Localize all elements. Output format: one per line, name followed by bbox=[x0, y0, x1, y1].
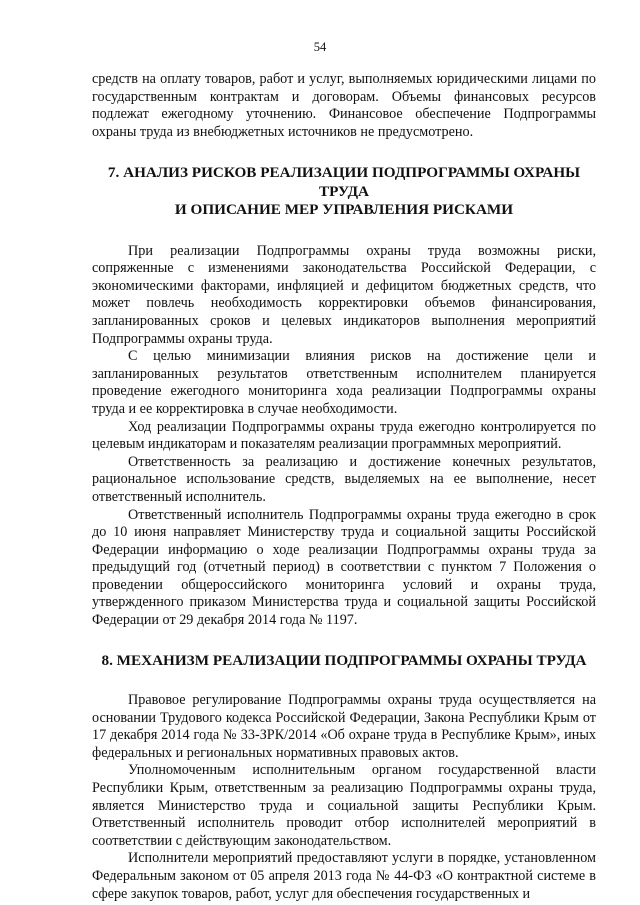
section-7-paragraph-2: С целью минимизации влияния рисков на достижение цели и запланированных результатов ответственным исполнителем планируется проведение ежегодного мониторинга хода реализации Подпрограммы охраны труда и ее корректировка в случае необходимости. bbox=[92, 348, 596, 417]
section-7-heading-line-1: 7. АНАЛИЗ РИСКОВ РЕАЛИЗАЦИИ ПОДПРОГРАММЫ ОХРАНЫ ТРУДА bbox=[107, 164, 581, 200]
section-7-heading bbox=[92, 164, 596, 219]
section-8-paragraph-2: Уполномоченным исполнительным органом государственной власти Республики Крым, ответственным за реализацию Подпрограммы охраны труда, является Министерство труда и социальной защиты Республики Крым. Ответственный исполнитель проводит отбор исполнителей мероприятий в соответствии с действующим законодательством. bbox=[92, 762, 596, 849]
page-number: 54 bbox=[313, 40, 327, 54]
page-content bbox=[92, 71, 596, 903]
section-7-paragraph-3: Ход реализации Подпрограммы охраны труда ежегодно контролируется по целевым индикаторам и показателям реализации программных мероприятий. bbox=[92, 418, 596, 453]
section-8-paragraph-3: Исполнители мероприятий предоставляют услуги в порядке, установленном Федеральным законом от 05 апреля 2013 года № 44-ФЗ «О контрактной системе в сфере закупок товаров, работ, услуг для обеспечения государственных и bbox=[92, 850, 596, 902]
section-7-heading-line-2: И ОПИСАНИЕ МЕР УПРАВЛЕНИЯ РИСКАМИ bbox=[174, 201, 514, 219]
section-7-paragraph-5: Ответственный исполнитель Подпрограммы охраны труда ежегодно в срок до 10 июня направляет Министерству труда и социальной защиты Российской Федерации информацию о ходе реализации Подпрограммы охраны труда за предыдущий год (отчетный период) в соответствии с пунктом 7 Положения о проведении общероссийского мониторинга условий и охраны труда, утвержденного приказом Министерства труда и социальной защиты Российской Федерации от 29 декабря 2014 года № 1197. bbox=[92, 506, 596, 629]
section-7-paragraph-1: При реализации Подпрограммы охраны труда возможны риски, сопряженные с изменениями законодательства Российской Федерации, с экономическими факторами, инфляцией и дефицитом бюджетных средств, что может повлечь необходимость корректировки объемов финансирования, запланированных сроков и целевых индикаторов выполнения мероприятий Подпрограммы охраны труда. bbox=[92, 242, 596, 347]
section-8-paragraph-1: Правовое регулирование Подпрограммы охраны труда осуществляется на основании Трудового кодекса Российской Федерации, Закона Республики Крым от 17 декабря 2014 года № 33-ЗРК/2014 «Об охране труда в Республике Крым», иных федеральных и региональных нормативных правовых актов. bbox=[92, 692, 596, 761]
section-8-heading: 8. МЕХАНИЗМ РЕАЛИЗАЦИИ ПОДПРОГРАММЫ ОХРАНЫ ТРУДА bbox=[101, 651, 587, 669]
section-7-paragraph-4: Ответственность за реализацию и достижение конечных результатов, рациональное использование средств, выделяемых на ее выполнение, несет ответственный исполнитель. bbox=[92, 453, 596, 505]
intro-paragraph: средств на оплату товаров, работ и услуг, выполняемых юридическими лицами по государственным контрактам и договорам. Объемы финансовых ресурсов подлежат ежегодному уточнению. Финансовое обеспечение Подпрограммы охраны труда из внебюджетных источников не предусмотрено. bbox=[92, 71, 596, 140]
